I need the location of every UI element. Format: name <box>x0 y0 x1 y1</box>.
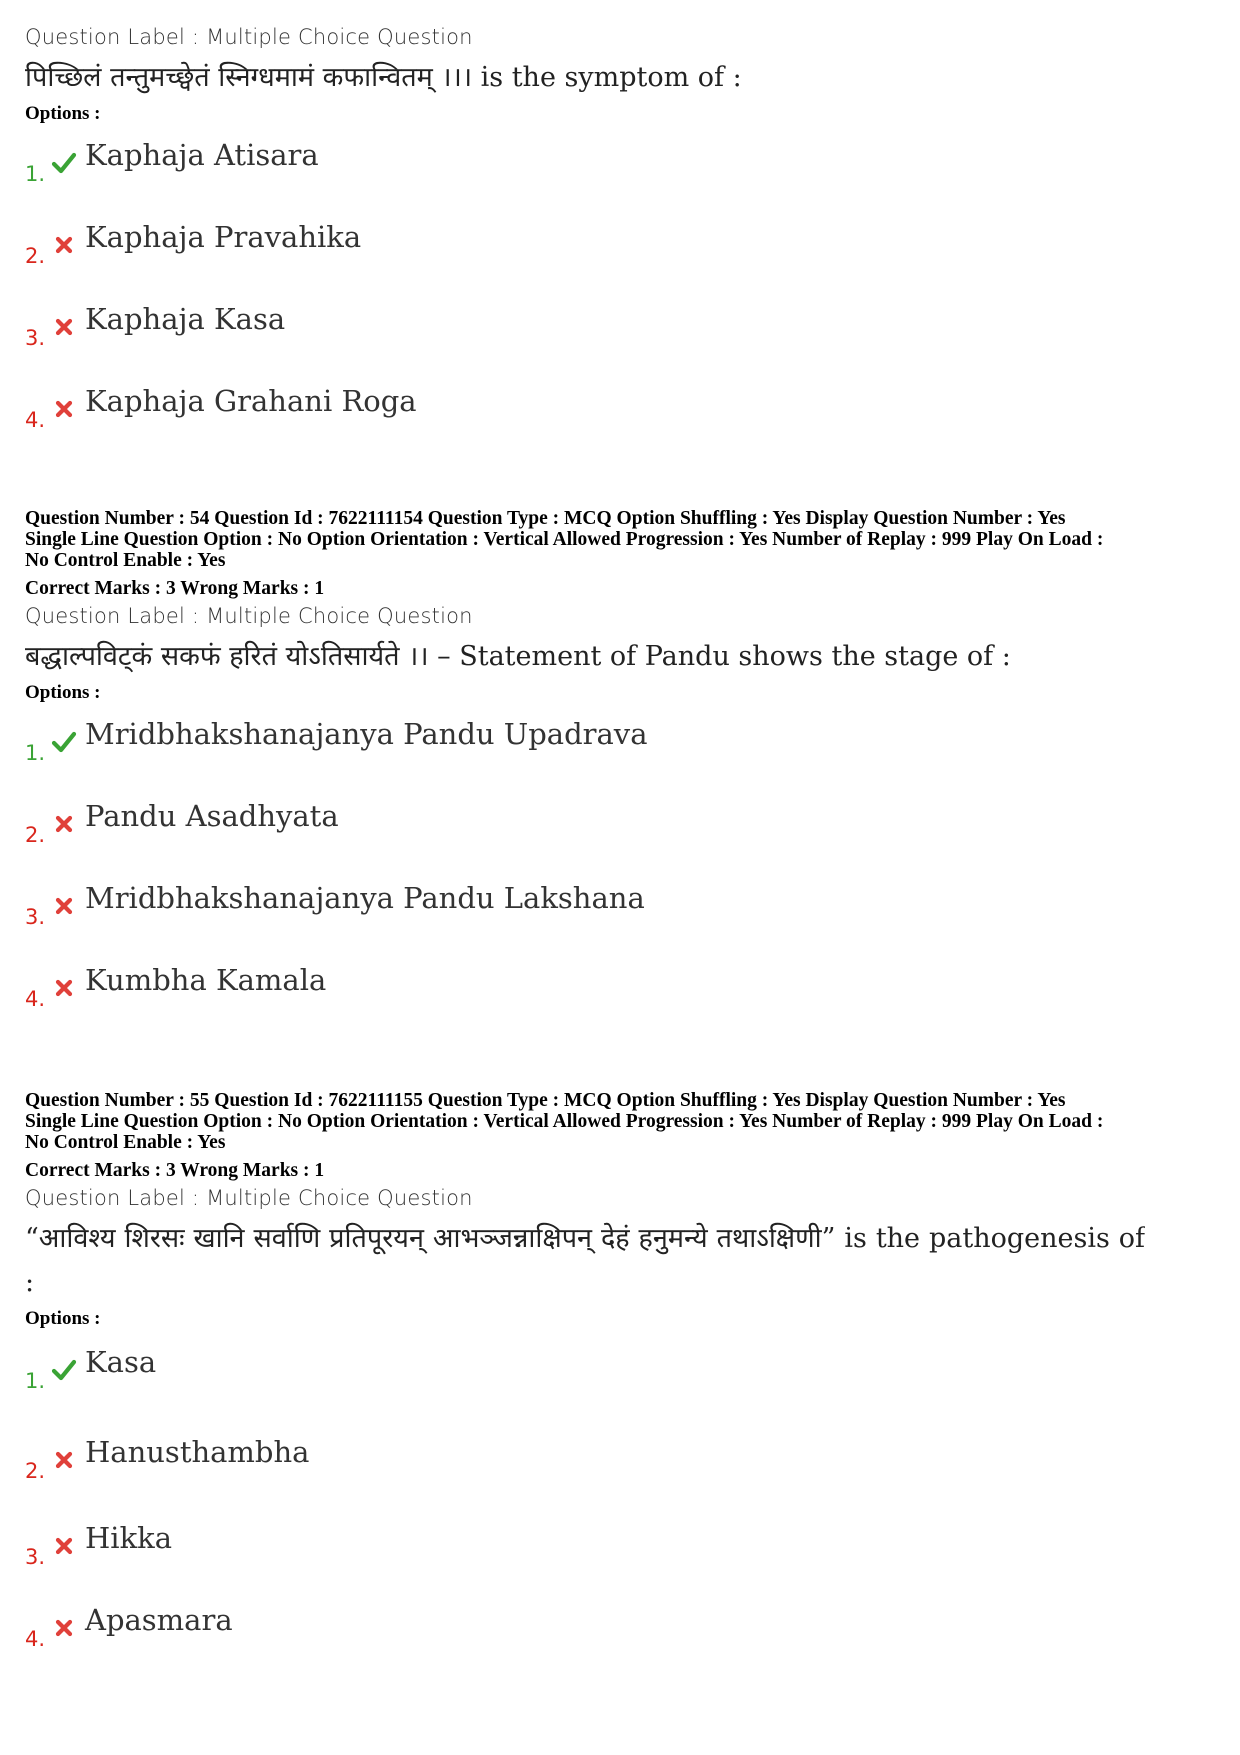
question-block-53 <box>25 22 1220 472</box>
option-4[interactable] <box>25 1603 1220 1691</box>
question-metadata <box>25 508 1220 571</box>
question-stem: पिच्छिलं तन्तुमच्छ्वेतं स्निग्धमामं कफान्वितम् ।।। is the symptom of : <box>25 62 742 93</box>
option-number: 2. <box>25 823 46 847</box>
option-2[interactable] <box>25 799 1220 887</box>
option-number: 1. <box>25 741 46 765</box>
question-metadata <box>25 1090 1220 1153</box>
marks-line: Correct Marks : 3 Wrong Marks : 1 <box>25 1160 325 1181</box>
cross-icon <box>51 1615 77 1641</box>
question-block-54 <box>25 508 1220 1051</box>
options-heading: Options : <box>25 103 101 124</box>
metadata-line: Question Number : 54 Question Id : 7622111154 Question Type : MCQ Option Shuffling : Yes Display Question Number : Yes <box>25 508 1066 529</box>
metadata-line: No Control Enable : Yes <box>25 550 226 571</box>
option-number: 4. <box>25 408 46 432</box>
option-3[interactable] <box>25 881 1220 969</box>
option-number: 3. <box>25 905 46 929</box>
option-1[interactable] <box>25 138 1220 226</box>
question-stem: बद्धाल्पविट्कं सकफं हरितं योऽतिसार्यते ।। – Statement of Pandu shows the stage of : <box>25 641 1011 672</box>
cross-icon <box>51 893 77 919</box>
option-3[interactable] <box>25 302 1220 390</box>
option-text: Pandu Asadhyata <box>85 799 339 833</box>
cross-icon <box>51 1447 77 1473</box>
cross-icon <box>51 975 77 1001</box>
metadata-line: Question Number : 55 Question Id : 7622111155 Question Type : MCQ Option Shuffling : Yes Display Question Number : Yes <box>25 1090 1066 1111</box>
options-heading: Options : <box>25 682 101 703</box>
cross-icon <box>51 811 77 837</box>
question-label: Question Label : Multiple Choice Question <box>25 1186 473 1210</box>
option-4[interactable] <box>25 963 1220 1051</box>
option-text: Mridbhakshanajanya Pandu Upadrava <box>85 717 648 751</box>
check-icon <box>51 729 77 755</box>
option-number: 3. <box>25 1545 46 1569</box>
option-text: Kaphaja Pravahika <box>85 220 362 254</box>
option-1[interactable] <box>25 1345 1220 1441</box>
option-text: Apasmara <box>85 1603 233 1637</box>
option-text: Kasa <box>85 1345 157 1379</box>
cross-icon <box>51 1533 77 1559</box>
question-label: Question Label : Multiple Choice Question <box>25 604 473 628</box>
metadata-line: Single Line Question Option : No Option Orientation : Vertical Allowed Progression : Yes Number of Replay : 999 Play On Load : <box>25 529 1104 550</box>
cross-icon <box>51 396 77 422</box>
option-number: 2. <box>25 244 46 268</box>
option-number: 4. <box>25 987 46 1011</box>
option-1[interactable] <box>25 717 1220 805</box>
option-text: Hikka <box>85 1521 172 1555</box>
options-heading: Options : <box>25 1308 101 1329</box>
option-number: 1. <box>25 162 46 186</box>
question-stem: “आविश्य शिरसः खानि सर्वाणि प्रतिपूरयन् आभञ्जन्नाक्षिपन् देहं हनुमन्ये तथाऽक्षिणी” is the pathogenesis of : <box>25 1223 1145 1298</box>
option-number: 3. <box>25 326 46 350</box>
option-number: 2. <box>25 1459 46 1483</box>
option-text: Hanusthambha <box>85 1435 310 1469</box>
option-text: Kaphaja Grahani Roga <box>85 384 417 418</box>
cross-icon <box>51 232 77 258</box>
option-number: 1. <box>25 1369 46 1393</box>
option-3[interactable] <box>25 1521 1220 1609</box>
option-2[interactable] <box>25 220 1220 308</box>
option-number: 4. <box>25 1627 46 1651</box>
question-block-55 <box>25 1090 1220 1691</box>
question-label: Question Label : Multiple Choice Question <box>25 25 473 49</box>
option-text: Kaphaja Kasa <box>85 302 286 336</box>
option-text: Mridbhakshanajanya Pandu Lakshana <box>85 881 645 915</box>
marks-line: Correct Marks : 3 Wrong Marks : 1 <box>25 578 325 599</box>
option-text: Kaphaja Atisara <box>85 138 319 172</box>
cross-icon <box>51 314 77 340</box>
metadata-line: No Control Enable : Yes <box>25 1132 226 1153</box>
option-text: Kumbha Kamala <box>85 963 327 997</box>
option-4[interactable] <box>25 384 1220 472</box>
check-icon <box>51 1357 77 1383</box>
metadata-line: Single Line Question Option : No Option Orientation : Vertical Allowed Progression : Yes Number of Replay : 999 Play On Load : <box>25 1111 1104 1132</box>
check-icon <box>51 150 77 176</box>
option-2[interactable] <box>25 1435 1220 1527</box>
